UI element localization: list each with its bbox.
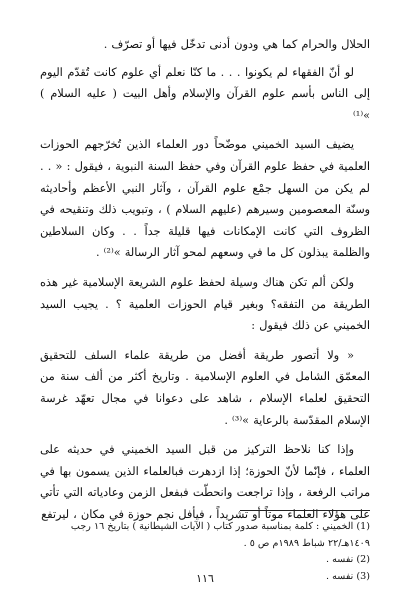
paragraph-2: لو أنّ الفقهاء لم يكونوا . . . ما كنّا نعلم أي علوم كانت تُقدّم اليوم إلى الناس بأسم علوم القرآن والإسلام وأهل البيت ( عليه السلام ) »⁽¹⁾ <box>40 65 370 122</box>
footnote-1: (1) الخميني : كلمة بمناسبة صدور كتاب ( الآيات الشيطانية ) بتاريخ ١٦ رجب ١٤٠٩هـ/٢٢ شباط ١٩٨٩م ص ٥ . <box>70 521 370 549</box>
paragraph-4: ولكن ألم تكن هناك وسيلة لحفظ علوم الشريعة الإسلامية غير هذه الطريقة من التفقه؟ وبغير قيام الحوزات العلمية ؟ . يجيب السيد الخميني عن ذلك فيقول : <box>40 275 370 333</box>
paragraph-3: يضيف السيد الخميني موضّحاً دور العلماء الذين تُخرّجهم الحوزات العلمية في حفظ علوم القرآن وفي حفظ السنة النبوية ، فيقول : « . . لم يكن من السهل جمْع علوم القرآن ، وآثار النبي الأعظم وأحاديثه وسنّة المعصومين وسيرهم (عليهم السلام ) ، وتبويب ذلك وتنقيحه في الظروف التي كانت الإمكانات فيها قليلة جداً . . وكان السلاطين والظلمة يبذلون كل ما في وسعهم لمحو آثار الرسالة »⁽²⁾ . <box>40 138 370 260</box>
book-page <box>40 34 370 585</box>
footnote-2: (2) نفسه . <box>326 554 370 565</box>
footnote-3: (3) نفسه . <box>326 570 370 582</box>
paragraph-1: الحلال والحرام كما هي ودون أدنى تدخّل فيها أو تصرّف . <box>103 38 370 51</box>
paragraph-5-quote: « ولا أتصور طريقة أفضل من طريقة علماء السلف للتحقيق المعمّق الشامل في العلوم الإسلامية . وتاريخ أكثر من ألف سنة من التحقيق لعلماء الإسلام ، شاهد على دعوانا في مجال تعهّد غرسة الإسلام المقدّسة بالرعاية »⁽³⁾ . <box>40 348 370 427</box>
footnote-divider <box>240 510 370 511</box>
page-number: ١١٦ <box>196 572 214 585</box>
paragraph-6: وإذا كنا نلاحظ التركيز من قبل السيد الخميني في حديثه على العلماء ، فإنّما لأنّ الحوزة؛ إذا ازدهرت فبالعلماء الذين يسمون بها في مراتب الرفعة ، وإذا تراجعت وانحطّت فبفعل الزمن وعادياته التي تأتي على هؤلاء العلماء موتاً أو تشريداً ، فيأفل نجم حوزة في مكان ، ليرتفع <box>40 443 370 521</box>
